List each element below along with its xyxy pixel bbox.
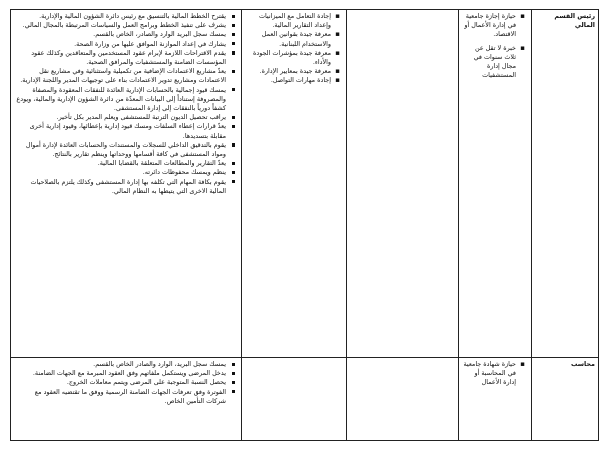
job-title-cell	[532, 358, 599, 441]
list-item: يشارك في إعداد الموازنة الموافق عليها من وزارة الصحة.	[14, 40, 226, 49]
list-item: يقوم بالتدقيق الداخلي للسجلات والمستندات والحسابات العائدة لإدارة أموال ومواد المستشفى في كافة أقسامها ووحداتها وينظم تقارير بالنتائج.	[14, 141, 226, 159]
list-item: يمسك سجل البريد الوارد والصادر، الخاص بالقسم.	[14, 30, 226, 39]
skills-cell	[242, 10, 347, 358]
qualifications-list	[462, 12, 528, 80]
tasks-list	[14, 360, 238, 406]
qualifications-cell	[459, 358, 532, 441]
list-item: يعدّ التقارير والمطالعات المتعلقة بالقضايا المالية.	[14, 159, 226, 168]
empty-cell	[347, 358, 459, 441]
qualifications-cell	[459, 10, 532, 358]
list-item: يقدم الاقتراحات اللازمة لإبرام عقود المستخدمين والمتعاقدين وكذلك عقود المؤسسات الضامنة والمستشفيات والمرافق الصحية.	[14, 49, 226, 67]
tasks-list	[14, 12, 238, 196]
tasks-cell	[11, 10, 242, 358]
tasks-cell	[11, 358, 242, 441]
empty-cell	[242, 358, 347, 441]
list-item: يمسك سجل البريد، الوارد والصادر الخاص بالقسم.	[14, 360, 226, 369]
job-title: رئيس القسم المالي	[554, 12, 595, 30]
list-item: يعدّ قرارات إعطاء السلفات ومسك قيود إدارية بإعطائها، وقيود إدارية أخرى مقابلة بتسديدها.	[14, 122, 226, 140]
list-item: يحصل النسبة المتوجبة على المرضى ويتمم معاملات الخروج.	[14, 378, 226, 387]
list-item: يعدّ مشاريع الاعتمادات الإضافية من تكميلية واستثنائية وفي مشاريع نقل الاعتمادات ومشاريع تدوير الاعتمادات بناء على توجيهات المدير واللجنة الإدارية.	[14, 67, 226, 85]
list-item: يدخل المرضى ويستكمل ملفاتهم وفق العقود المبرمة مع الجهات الضامنة.	[14, 369, 226, 378]
job-title: محاسب	[570, 360, 595, 368]
list-item: ▪ خبرة لا تقل عن ثلاث سنوات في مجال إدارة المستشفيات	[462, 44, 516, 81]
list-item: يشرف على تنفيذ الخطط وبرامج العمل والسياسات المرتبطة بالمجال المالي.	[14, 21, 226, 30]
list-item: الفوترة وفق تعرفات الجهات الضامنة الرسمية ووفق ما تقتضيه العقود مع شركات التأمين الخاص.	[14, 388, 226, 406]
list-item: ▪ معرفة جيدة بمؤشرات الجودة والأداء.	[245, 49, 331, 67]
empty-cell	[347, 10, 459, 358]
list-item: يقوم بكافة المهام التي تكلفه بها إدارة المستشفى وكذلك يلتزم بالصلاحيات المالية الاخرى التي يتيطها به النظام المالي.	[14, 178, 226, 196]
list-item: ▪ معرفة جيدة بقوانين العمل والاستخدام اللبنانية.	[245, 30, 331, 48]
list-item: يراقب تحصيل الديون الترتبة للمستشفى ويعلم المدير بكل تأخير.	[14, 113, 226, 122]
list-item: ▪ إجادة التعامل مع الميزانيات وإعداد التقارير المالية.	[245, 12, 331, 30]
table-row	[11, 358, 599, 441]
list-item: ينظم ويمسك محفوظات دائرته.	[14, 168, 226, 177]
list-item: ▪ إجادة مهارات التواصل.	[245, 76, 331, 85]
qualifications-list	[462, 360, 528, 388]
list-item: يقترح الخطط المالية بالتنسيق مع رئيس دائرة الشؤون المالية والإدارية.	[14, 12, 226, 21]
job-title-cell	[532, 10, 599, 358]
table-row	[11, 10, 599, 358]
job-description-table	[10, 9, 599, 441]
list-item: ▪ حيازة إجازة جامعية في إدارة الأعمال أو الاقتصاد.	[462, 12, 516, 40]
list-item: يمسك قيود إجمالية بالحسابات الإدارية العائدة للنفقات المعقودة والمصفاة والمصروفة إستناداً إلى البيانات المعدّة من دائرة الشؤون الإدارية والمالية، ويودع كشفاً دورياً بالنفقات إلى إدارة المستشفى.	[14, 86, 226, 114]
list-item: ▪ معرفة جيدة بمعايير الإدارة.	[245, 67, 331, 76]
list-item: ▪ حيازة شهادة جامعية في المحاسبة أو إدارة الأعمال	[462, 360, 516, 388]
skills-list	[245, 12, 343, 86]
